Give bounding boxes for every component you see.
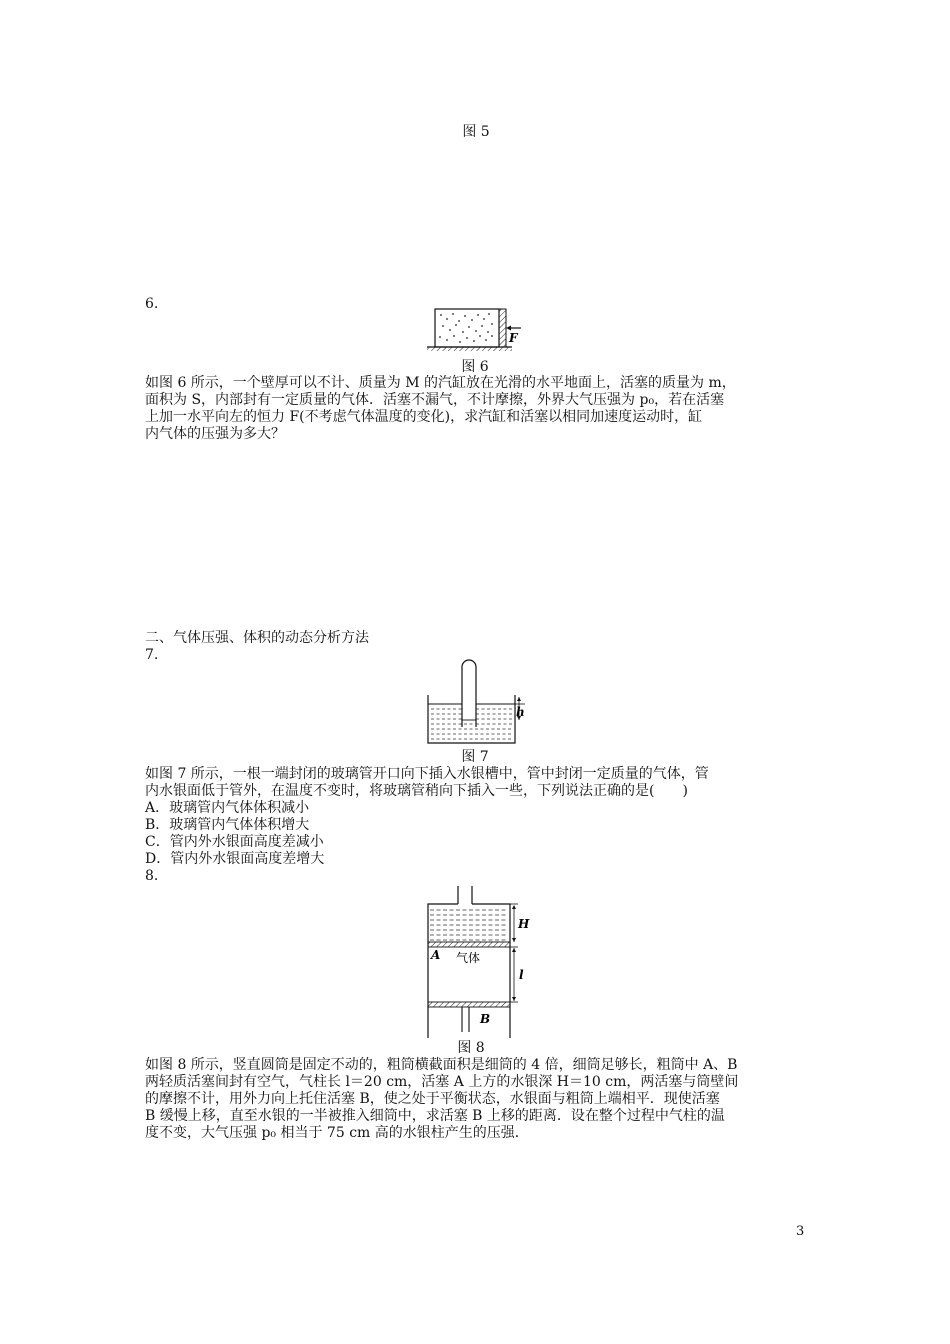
fig5-caption: 图 5 [462,124,490,140]
section-title: 二、气体压强、体积的动态分析方法 [145,630,369,646]
fig8-label-gas: 气体 [456,951,481,965]
page-number: 3 [796,1224,805,1239]
q6-line: 内气体的压强为多大？ [145,426,285,442]
q8-line: 度不变，大气压强 p₀ 相当于 75 cm 高的水银柱产生的压强． [145,1125,529,1141]
q7-line: 如图 7 所示，一根一端封闭的玻璃管开口向下插入水银槽中，管中封闭一定质量的气体，管 [145,766,709,782]
q6-line: 面积为 S，内部封有一定质量的气体．活塞不漏气，不计摩擦，外界大气压强为 p₀，若在活塞 [145,392,725,408]
q8-line: B 缓慢上移，直至水银的一半被推入细筒中，求活塞 B 上移的距离．设在整个过程中气柱的温 [145,1108,725,1124]
q7-line: 内水银面低于管外，在温度不变时，将玻璃管稍向下插入一些，下列说法正确的是( ) [145,783,688,799]
q7-text [145,766,810,868]
q7-option: A．玻璃管内气体体积减小 [145,800,310,816]
fig8-label-H: H [518,917,530,931]
q8-line: 如图 8 所示，竖直圆筒是固定不动的，粗筒横截面积是细筒的 4 倍，细筒足够长，粗筒中 A、B [145,1057,738,1073]
q8-text [145,1057,810,1142]
fig8-label-B: B [480,1012,491,1026]
fig7-caption: 图 7 [461,749,489,765]
q7-number: 7. [145,647,159,663]
fig6-label-F: F [509,331,518,345]
fig8-label-l: l [519,968,524,982]
q6-text [145,375,810,443]
q7-option: B．玻璃管内气体体积增大 [145,817,310,833]
fig8-caption: 图 8 [457,1040,485,1056]
fig8-label-A: A [431,948,441,962]
q8-line: 两轻质活塞间封有空气，气柱长 l＝20 cm，活塞 A 上方的水银深 H＝10 cm，两活塞与筒壁间 [145,1074,739,1090]
fig7-label-h: h [516,705,525,719]
fig8-diagram [420,884,540,1040]
fig7-diagram [425,657,535,747]
q6-line: 如图 6 所示，一个壁厚可以不计、质量为 M 的汽缸放在光滑的水平地面上，活塞的质量为 m， [145,375,736,391]
fig6-caption: 图 6 [461,359,489,375]
q7-option: C．管内外水银面高度差减小 [145,834,324,850]
q7-option: D．管内外水银面高度差增大 [145,851,325,867]
q8-line: 的摩擦不计，用外力向上托住活塞 B，使之处于平衡状态，水银面与粗筒上端相平．现使活塞 [145,1091,720,1107]
q8-number: 8. [145,868,159,884]
fig6-diagram [425,306,535,356]
q6-number: 6. [145,296,159,312]
q6-line: 上加一水平向左的恒力 F(不考虑气体温度的变化)，求汽缸和活塞以相同加速度运动时，缸 [145,409,703,425]
